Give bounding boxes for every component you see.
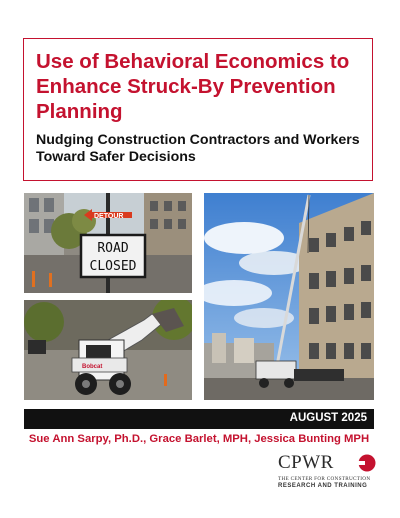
cpwr-logo	[278, 452, 378, 497]
title-box	[23, 38, 373, 181]
report-subtitle: Nudging Construction Contractors and Workers Toward Safer Decisions	[36, 132, 360, 165]
crane-photo	[204, 193, 374, 400]
publication-date: AUGUST 2025	[289, 412, 367, 424]
road-closed-photo	[24, 193, 192, 293]
road-sign-line1: ROAD	[97, 241, 129, 256]
logo-tagline-1: THE CENTER FOR CONSTRUCTION	[278, 476, 371, 482]
report-title: Use of Behavioral Economics to Enhance Struck-By Prevention Planning	[36, 50, 350, 123]
logo-circle-icon	[358, 454, 376, 477]
skid-steer-photo	[24, 300, 192, 400]
logo-tagline-2: RESEARCH AND TRAINING	[278, 483, 368, 489]
detour-sign-text: DETOUR	[94, 213, 124, 220]
logo-wordmark: CPWR	[278, 452, 334, 473]
road-sign-line2: CLOSED	[89, 259, 137, 274]
authors: Sue Ann Sarpy, Ph.D., Grace Barlet, MPH, Jessica Bunting MPH	[28, 433, 370, 445]
loader-brand: Bobcat	[82, 364, 103, 370]
date-bar	[24, 409, 374, 429]
